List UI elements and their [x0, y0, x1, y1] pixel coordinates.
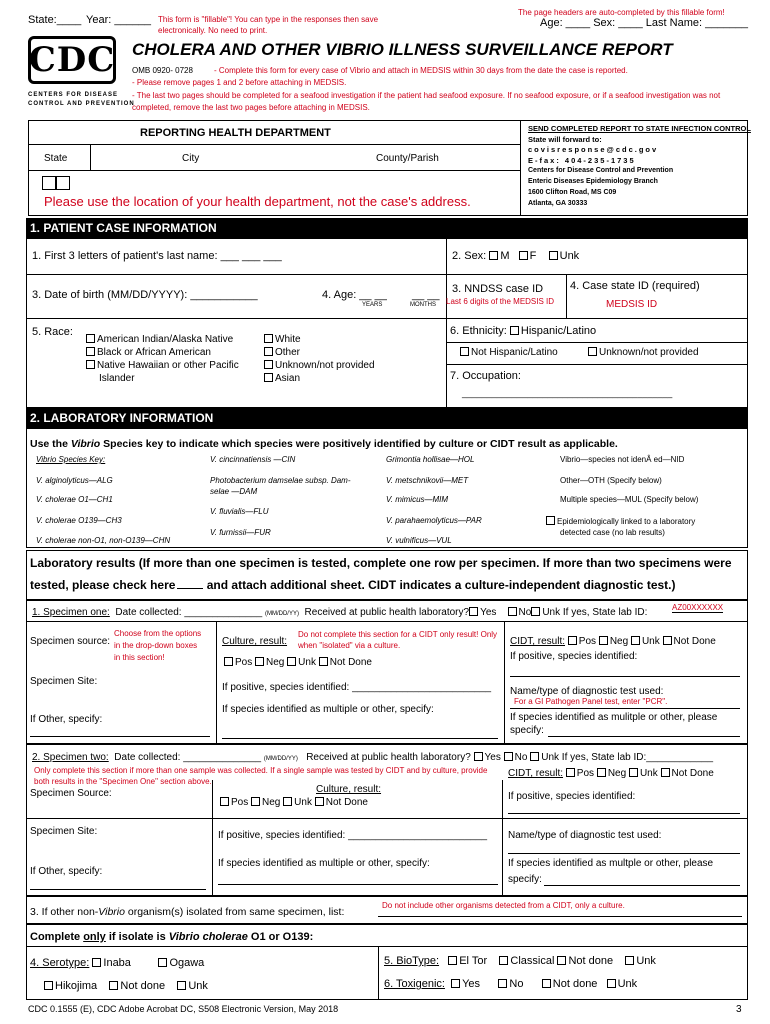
specimen-two-row: 2. Specimen two: Date collected: ______________ (MM/DD/YY) Received at public health laboratory? Yes No Unk If yes, State lab ID:____________	[32, 752, 714, 763]
instruction-3: - The last two pages should be completed for a seafood investigation if the patient had seafood exposure. If no seafood exposure, or if a seafood investigation was not completed, remove the last two pages before attaching in MEDSIS.	[132, 91, 721, 112]
spec2-site-label: Specimen Site:	[30, 826, 98, 837]
spec2-cidt-ifpos: If positive, species identified:	[508, 791, 636, 802]
toxigenic-no-checkbox[interactable]	[498, 979, 507, 988]
species-alg: V. alginolyticus—ALG	[36, 476, 113, 485]
occupation-label: 7. Occupation:	[450, 370, 521, 382]
spec1-state-lab-id[interactable]: AZ00XXXXXX	[672, 603, 724, 612]
epi-linked-2: detected case (no lab results)	[560, 528, 665, 537]
spec2-mult-label: If species identified as multiple or other, specify:	[218, 858, 430, 869]
instruction-1: - Complete this form for every case of Vibrio and attach in MEDSIS within 30 days from the date the case is reported.	[214, 66, 628, 75]
spec1-diag-label: Name/type of diagnostic test used:	[510, 686, 664, 697]
spec1-culture-label: Culture, result:	[222, 636, 288, 647]
toxigenic-row: 6. Toxigenic: Yes No Not done Unk	[384, 978, 638, 990]
reporting-title: REPORTING HEALTH DEPARTMENT	[140, 127, 331, 139]
serotype-row: 4. Serotype: Inaba Ogawa	[30, 957, 205, 969]
spec1-cidt-pos[interactable]	[568, 636, 577, 645]
species-dam: Photobacterium damselae subsp. Dam-	[210, 476, 351, 485]
epi-linked-checkbox[interactable]	[546, 516, 555, 525]
serotype-row-2: Hikojima Not done Unk	[44, 980, 208, 992]
patient-section-bar: 1. PATIENT CASE INFORMATION	[26, 218, 748, 238]
send-line-5: Enteric Diseases Epidemiology Branch	[528, 178, 658, 185]
race-aian-checkbox[interactable]	[86, 334, 95, 343]
location-note: Please use the location of your health department, not the case's address.	[44, 194, 471, 209]
serotype-inaba-checkbox[interactable]	[92, 958, 101, 967]
species-chn: V. cholerae non-O1, non-O139—CHN	[36, 536, 171, 545]
spec1-mult-label: If species identified as multiple or other, specify:	[222, 704, 434, 715]
spec2-culture-pos[interactable]	[220, 797, 229, 806]
spec1-culture-pos[interactable]	[224, 657, 233, 666]
spec2-received-yes[interactable]	[474, 752, 483, 761]
omb-number: OMB 0920- 0728	[132, 66, 193, 75]
species-key-intro: Use the Vibrio Species key to indicate which species were positively identified by culture or CIDT result as applicable.	[30, 438, 618, 450]
nndss-label: 3. NNDSS case ID	[452, 283, 544, 295]
age-months-field[interactable]: __ __	[412, 289, 440, 301]
fillable-note: This form is "fillable"! You can type in the responses then save electronically. No need to print.	[158, 15, 379, 35]
spec2-cidt-pos[interactable]	[566, 768, 575, 777]
race-nhpi-checkbox[interactable]	[86, 360, 95, 369]
lab-results-text-1: Laboratory results (If more than one specimen is tested, complete one row per specimen. If more than two specimens were	[30, 556, 732, 570]
spec1-source-note: Choose from the options in the drop-down boxes in this section!	[114, 629, 202, 662]
species-ch1: V. cholerae O1—CH1	[36, 495, 113, 504]
spec2-culture-unk[interactable]	[283, 797, 292, 806]
species-cin: V. cincinnatiensis —CIN	[210, 455, 296, 464]
sex-f-checkbox[interactable]	[519, 251, 528, 260]
spec1-cidt-note: Do not complete this section for a CIDT only result! Only when "isolated" via a culture.	[298, 630, 498, 650]
spec1-received-yes[interactable]	[469, 607, 478, 616]
species-mul: Multiple species—MUL (Specify below)	[560, 495, 699, 504]
spec1-culture-options: Pos Neg Unk Not Done	[224, 657, 372, 668]
spec1-cidt-notdone[interactable]	[663, 636, 672, 645]
race-unknown-checkbox[interactable]	[264, 360, 273, 369]
footer-form-id: CDC 0.1555 (E), CDC Adobe Acrobat DC, S508 Electronic Version, May 2018	[28, 1004, 339, 1014]
other-organisms-label: 3. If other non-Vibrio organism(s) isolated from same specimen, list:	[30, 906, 345, 918]
species-dam-2: selae —DAM	[210, 487, 258, 496]
spec2-received-unk[interactable]	[530, 752, 539, 761]
spec2-culture-options: Pos Neg Unk Not Done	[220, 797, 368, 808]
nndss-note: Last 6 digits of the MEDSIS ID	[446, 297, 555, 306]
race-label: 5. Race:	[32, 326, 73, 338]
spec2-cidt-neg[interactable]	[597, 768, 606, 777]
case-id-note: MEDSIS ID	[606, 299, 658, 310]
spec1-ifother-label: If Other, specify:	[30, 714, 103, 725]
species-nid: Vibrio—species not idenÂ ed—NID	[560, 455, 685, 464]
state-input-2[interactable]	[56, 176, 70, 190]
spec1-culture-notdone[interactable]	[319, 657, 328, 666]
species-ch3: V. cholerae O139—CH3	[36, 516, 122, 525]
spec2-culture-notdone[interactable]	[315, 797, 324, 806]
send-line-7: Atlanta, GA 30333	[528, 200, 588, 207]
specimen-one-row: 1. Specimen one: Date collected: ______________ (MM/DD/YY) Received at public health laboratory? Yes No Unk If yes, State lab ID:	[32, 607, 648, 618]
spec2-cidt-specify: specify:	[508, 874, 542, 885]
occupation-field[interactable]: __________________________________________	[462, 388, 673, 398]
lab-results-text-2: tested, please check here and attach additional sheet. CIDT indicates a culture-independent diagnostic test.)	[30, 578, 676, 592]
species-met: V. metschnikovii—MET	[386, 476, 469, 485]
sex-unk-checkbox[interactable]	[549, 251, 558, 260]
biotype-unk-checkbox[interactable]	[625, 956, 634, 965]
age-field[interactable]: 4. Age: __ __	[322, 289, 387, 301]
months-label: MONTHS	[410, 302, 436, 308]
send-title: SEND COMPLETED REPORT TO STATE INFECTION CONTROL	[528, 124, 751, 133]
other-organisms-note: Do not include other organisms detected from a CIDT, only a culture.	[382, 901, 625, 910]
eth-hispanic-checkbox[interactable]	[510, 326, 519, 335]
logo-subtitle-2: CONTROL AND PREVENTION	[28, 101, 135, 107]
year-field[interactable]: Year: ______	[86, 14, 152, 26]
biotype-notdone-checkbox[interactable]	[557, 956, 566, 965]
spec1-cidt-mult: If species identified as mulitple or other, please	[510, 712, 718, 723]
case-id-label: 4. Case state ID (required)	[570, 280, 700, 292]
send-line-1: State will forward to:	[528, 135, 602, 144]
race-other-checkbox[interactable]	[264, 347, 273, 356]
spec2-only-note: Only complete this section if more than one sample was collected. If a single sample was tested by CIDT and by culture, provide both results in the "Specimen One" section above.	[34, 766, 488, 786]
spec1-cidt-neg[interactable]	[599, 636, 608, 645]
eth-not-hispanic-checkbox[interactable]	[460, 347, 469, 356]
autofill-note: The page headers are auto-completed by this fillable form!	[518, 8, 725, 17]
species-par: V. parahaemolyticus—PAR	[386, 516, 482, 525]
species-mim: V. mimicus—MIM	[386, 495, 449, 504]
race-black-checkbox[interactable]	[86, 347, 95, 356]
spec2-culture-label: Culture, result:	[316, 784, 382, 795]
county-label: County/Parish	[376, 153, 439, 164]
age-sex-name-field[interactable]: Age: ____ Sex: ____ Last Name: _______	[540, 17, 748, 29]
species-fur: V. furnissii—FUR	[210, 528, 271, 537]
species-vul: V. vulnificus—VUL	[386, 536, 452, 545]
toxigenic-notdone-checkbox[interactable]	[542, 979, 551, 988]
serotype-notdone-checkbox[interactable]	[109, 981, 118, 990]
spec1-culture-ifpos[interactable]: If positive, species identified: _________________________	[222, 682, 492, 693]
serotype-unk-checkbox[interactable]	[177, 981, 186, 990]
dob-field[interactable]: 3. Date of birth (MM/DD/YYYY): ___________	[32, 289, 258, 301]
eth-not-hispanic: Not Hispanic/Latino	[460, 347, 558, 358]
logo-subtitle-1: CENTERS FOR DISEASE	[28, 92, 119, 98]
spec1-culture-unk[interactable]	[287, 657, 296, 666]
ethnicity-label: 6. Ethnicity: Hispanic/Latino	[450, 325, 597, 337]
sex-m-checkbox[interactable]	[489, 251, 498, 260]
spec1-source-label: Specimen source:	[30, 636, 111, 647]
cholera-title: Complete only if isolate is Vibrio cholerae O1 or O139:	[30, 931, 314, 943]
spec2-cidt-notdone[interactable]	[661, 768, 670, 777]
spec2-culture-ifpos[interactable]: If positive, species identified: _________________________	[218, 830, 488, 841]
race-asian-checkbox[interactable]	[264, 373, 273, 382]
last-name-letters-field[interactable]: 1. First 3 letters of patient's last name: ___ ___ ___	[32, 250, 282, 262]
toxigenic-yes-checkbox[interactable]	[451, 979, 460, 988]
spec2-source-label: Specimen Source:	[30, 788, 112, 799]
race-white-checkbox[interactable]	[264, 334, 273, 343]
spec2-diag-label: Name/type of diagnostic test used:	[508, 830, 662, 841]
spec1-cidt-specify: specify:	[510, 725, 544, 736]
biotype-eltor-checkbox[interactable]	[448, 956, 457, 965]
lab-section-bar: 2. LABORATORY INFORMATION	[26, 408, 748, 428]
spec1-cidt-options: CIDT, result: Pos Neg Unk Not Done	[510, 636, 716, 647]
state-input-1[interactable]	[42, 176, 56, 190]
spec1-gi-note: For a GI Pathogen Panel test, enter "PCR".	[514, 697, 668, 706]
toxigenic-unk-checkbox[interactable]	[607, 979, 616, 988]
eth-unknown-checkbox[interactable]	[588, 347, 597, 356]
spec2-cidt-options: CIDT, result: Pos Neg Unk Not Done	[508, 768, 714, 779]
spec2-culture-neg[interactable]	[251, 797, 260, 806]
state-field[interactable]: State:____	[28, 14, 82, 26]
page-title: CHOLERA AND OTHER VIBRIO ILLNESS SURVEILLANCE REPORT	[132, 40, 673, 59]
spec1-cidt-unk[interactable]	[631, 636, 640, 645]
spec2-cidt-unk[interactable]	[629, 768, 638, 777]
send-line-4: Centers for Disease Control and Prevention	[528, 167, 674, 174]
spec1-received-no[interactable]	[508, 607, 517, 616]
state-label: State	[44, 153, 68, 164]
species-hol: Grimontia hollisae—HOL	[386, 455, 475, 464]
send-email: covisresponse@cdc.gov	[528, 145, 659, 154]
send-fax: E-fax: 404-235-1735	[528, 156, 636, 165]
serotype-hikojima-checkbox[interactable]	[44, 981, 53, 990]
spec2-ifother-label: If Other, specify:	[30, 866, 103, 877]
species-oth: Other—OTH (Specify below)	[560, 476, 662, 485]
spec1-received-unk[interactable]	[531, 607, 540, 616]
instruction-2: - Please remove pages 1 and 2 before attaching in MEDSIS.	[132, 78, 347, 87]
city-label: City	[182, 153, 200, 164]
additional-sheet-check[interactable]	[177, 577, 203, 589]
race-options-left: American Indian/Alaska Native Black or African American Native Hawaiian or other Pacific Islander	[86, 333, 239, 385]
eth-unknown: Unknown/not provided	[588, 347, 699, 358]
page-number: 3	[736, 1004, 742, 1015]
spec2-cidt-mult: If species identified as multple or other, please	[508, 858, 714, 869]
biotype-classical-checkbox[interactable]	[499, 956, 508, 965]
epi-linked: Epidemiologically linked to a laboratory	[546, 516, 695, 526]
serotype-ogawa-checkbox[interactable]	[158, 958, 167, 967]
years-label: YEARS	[362, 302, 383, 308]
species-key-label: Vibrio Species Key:	[36, 455, 106, 464]
spec1-site-label: Specimen Site:	[30, 676, 98, 687]
race-options-right: White Other Unknown/not provided Asian	[264, 333, 375, 385]
biotype-row: 5. BioType: El Tor Classical Not done Unk	[384, 955, 656, 967]
spec1-culture-neg[interactable]	[255, 657, 264, 666]
sex-question: 2. Sex: M F Unk	[452, 250, 580, 262]
spec1-cidt-ifpos: If positive, species identified:	[510, 651, 638, 662]
species-flu: V. fluvialis—FLU	[210, 507, 269, 516]
send-line-6: 1600 Clifton Road, MS C09	[528, 189, 617, 196]
spec2-received-no[interactable]	[504, 752, 513, 761]
cdc-logo: CDC	[28, 36, 116, 84]
